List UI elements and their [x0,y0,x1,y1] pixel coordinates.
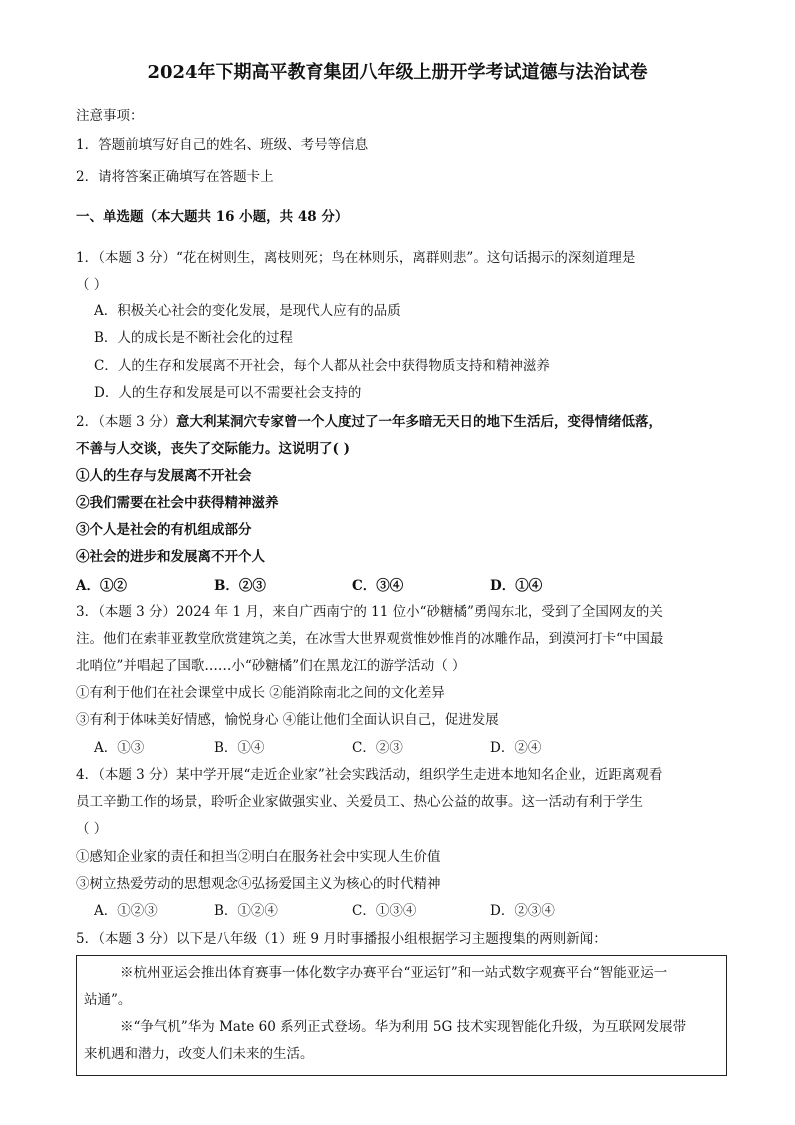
question-4-statement: ③树立热爱劳动的思想观念④弘扬爱国主义为核心的时代精神 [76,876,441,892]
question-1-option-c: C．人的生存和发展离不开社会，每个人都从社会中获得物质支持和精神滋养 [94,358,550,374]
question-4-stem: 4．（本题 3 分）某中学开展“走近企业家”社会实践活动，组织学生走进本地知名企业，近距离观看 [76,767,663,783]
question-4-statement: ①感知企业家的责任和担当②明白在服务社会中实现人生价值 [76,849,441,865]
notice-item: 2．请将答案正确填写在答题卡上 [76,169,274,185]
question-2-statement: ③个人是社会的有机组成部分 [76,522,252,538]
question-2-prefix: 2．（本题 3 分） [76,414,177,430]
question-3-statement: ③有利于体味美好情感，愉悦身心 ④能让他们全面认识自己，促进发展 [76,712,499,728]
question-1-stem: （ ） [76,277,108,293]
news-item: 来机遇和潜力，改变人们未来的生活。 [84,1046,314,1062]
question-4-stem: 员工辛勤工作的场景，聆听企业家做强实业、关爱员工、热心公益的故事。这一活动有利于学生 [76,794,643,810]
question-2-stem: 不善与人交谈，丧失了交际能力。这说明了( ) [76,441,350,457]
news-item: 站通”。 [84,992,132,1008]
question-3-stem: 注。他们在索菲亚教堂欣赏建筑之美，在冰雪大世界观赏惟妙惟肖的冰雕作品，到漠河打卡“中国最 [76,631,664,647]
question-2-option-c: C．③④ [352,578,404,594]
question-3-statement: ①有利于他们在社会课堂中成长 ②能消除南北之间的文化差异 [76,685,445,701]
question-3-option-b: B．①④ [214,740,265,756]
question-1-option-b: B．人的成长是不断社会化的过程 [94,330,293,346]
question-1-stem: 1．（本题 3 分）“花在树则生，离枝则死；鸟在林则乐，离群则悲”。这句话揭示的深刻道理是 [76,250,636,266]
question-2-statement: ②我们需要在社会中获得精神滋养 [76,495,279,511]
question-3-option-d: D．②④ [490,740,542,756]
question-3-option-a: A．①③ [94,740,145,756]
exam-title: 2024年下期高平教育集团八年级上册开学考试道德与法治试卷 [147,62,648,83]
question-2-text: 意大利某洞穴专家曾一个人度过了一年多暗无天日的地下生活后，变得情绪低落， [176,414,663,430]
question-3-option-c: C．②③ [352,740,403,756]
question-2-statement: ④社会的进步和发展离不开个人 [76,549,265,565]
question-4-stem: （ ） [76,821,108,837]
question-3-stem: 北哨位”并唱起了国歌……小“砂糖橘”们在黑龙江的游学活动（ ） [76,658,466,674]
question-4-option-d: D．②③④ [490,903,555,919]
question-2-option-b: B．②③ [214,578,266,594]
question-4-option-c: C．①③④ [352,903,417,919]
question-2-statement: ①人的生存与发展离不开社会 [76,468,252,484]
notice-item: 1．答题前填写好自己的姓名、班级、考号等信息 [76,137,369,153]
question-1-option-d: D．人的生存和发展是可以不需要社会支持的 [94,385,362,401]
notice-heading: 注意事项： [76,108,144,124]
news-item: ※杭州亚运会推出体育赛事一体化数字办赛平台“亚运钉”和一站式数字观赛平台“智能亚运一 [120,965,668,981]
question-2-stem [76,413,662,431]
question-2-option-a: A．①② [76,578,127,594]
question-4-option-a: A．①②③ [94,903,158,919]
question-5-stem: 5．（本题 3 分）以下是八年级（1）班 9 月时事播报小组根据学习主题搜集的两则新闻： [76,931,607,947]
question-1-option-a: A．积极关心社会的变化发展，是现代人应有的品质 [94,303,401,319]
news-item: ※“争气机”华为 Mate 60 系列正式登场。华为利用 5G 技术实现智能化升级，为互联网发展带 [120,1019,687,1035]
section-heading: 一、单选题（本大题共 16 小题，共 48 分） [76,209,349,225]
question-2-option-d: D．①④ [490,578,543,594]
question-4-option-b: B．①②④ [214,903,278,919]
question-3-stem: 3．（本题 3 分）2024 年 1 月，来自广西南宁的 11 位小“砂糖橘”勇闯东北，受到了全国网友的关 [76,604,663,620]
